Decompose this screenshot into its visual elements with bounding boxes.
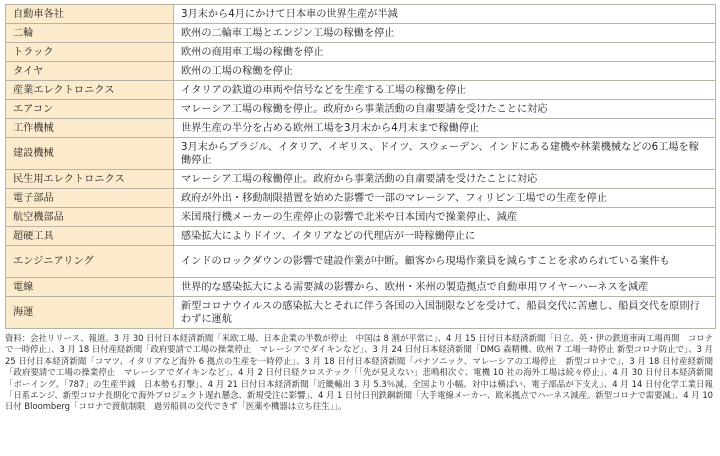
table-row (6, 278, 716, 297)
category-cell: 超硬工具 (6, 227, 174, 246)
detail-cell: 欧州の工場の稼働を停止 (174, 62, 716, 81)
table-row (6, 189, 716, 208)
detail-cell: 政府が外出・移動制限措置を始めた影響で一部のマレーシア、フィリピン工場での生産を停止 (174, 189, 716, 208)
category-cell: 二輪 (6, 24, 174, 43)
table-row (6, 246, 716, 278)
detail-cell: 世界的な感染拡大による需要減の影響から、欧州・米州の製造拠点で自動車用ワイヤーハーネスを減産 (174, 278, 716, 297)
category-cell: 産業エレクトロニクス (6, 81, 174, 100)
table-row (6, 5, 716, 24)
category-cell: 自動車各社 (6, 5, 174, 24)
source-note: 資料：会社リリース、報道。3 月 30 日付日本経済新聞「米欧工場、日本企業の半数が停止 中国は 8 割が平常に」、4 月 15 日付日本経済新聞「日立、英・伊の鉄道車両工場再開 コロナで一時停止」、3 月 18 日付産経新聞「政府要請で工場の操業停止 マレーシアでダイキンなど」、3 月 24 日付日本経済新聞「DMG 森精機、欧州 7 工場一時停止 新型コロナ防止で」、3 月 25 日付日本経済新聞「コマツ、イタリアなど海外 6 拠点の生産を一時停止」、3 月 18 日付日本経済新聞「パナソニック、マレーシアの工場停止 新型コロナで」、3 月 18 日付産経新聞「政府要請で工場の操業停止 マレーシアでダイキンなど」、4 月 2 日付日経クロステック「「先が見えない」悲鳴相次ぐ、電機 10 社の海外工場は続々停止」、4 月 30 日付日本経済新聞「ボーイング、「787」の生産半減 日本勢も打撃」、4 月 21 日付日本経済新聞「近畿輸出 3 月 5.3％減、全国より小幅、対中は横ばい、電子部品が下支え」、4 月 14 日付化学工業日報「日系エンジ、新型コロナ長期化で海外プロジェクト遅れ懸念、新規受注に影響」、4 月 1 日付日刊鉄鋼新聞「大手電線メーカー、欧米拠点でハーネス減産。新型コロナで需要減」、4 月 10 日付 Bloomberg「コロナで渡航制限 過労船員の交代できず「医薬や機器は立ち往生」」。 (5, 333, 713, 412)
table-row (6, 62, 716, 81)
detail-cell: 欧州の二輪車工場とエンジン工場の稼働を停止 (174, 24, 716, 43)
category-cell: 工作機械 (6, 119, 174, 138)
industry-impact-table (5, 4, 716, 329)
table-row (6, 208, 716, 227)
table-row (6, 119, 716, 138)
category-cell: 建設機械 (6, 138, 174, 170)
category-cell: 民生用エレクトロニクス (6, 170, 174, 189)
detail-cell: マレーシア工場の稼働を停止。政府から事業活動の自粛要請を受けたことに対応 (174, 100, 716, 119)
category-cell: タイヤ (6, 62, 174, 81)
table-row (6, 297, 716, 329)
detail-cell: インドのロックダウンの影響で建設作業が中断。顧客から現場作業員を減らすことを求められている案件も (174, 246, 716, 278)
category-cell: エアコン (6, 100, 174, 119)
detail-cell: 米国飛行機メーカーの生産停止の影響で北米や日本国内で操業停止、減産 (174, 208, 716, 227)
table-row (6, 138, 716, 170)
table-row (6, 81, 716, 100)
table-row (6, 100, 716, 119)
table-row (6, 43, 716, 62)
category-cell: エンジニアリング (6, 246, 174, 278)
table-row (6, 24, 716, 43)
detail-cell: 世界生産の半分を占める欧州工場を3月末から4月末まで稼働停止 (174, 119, 716, 138)
detail-cell: 新型コロナウイルスの感染拡大とそれに伴う各国の入国制限などを受けて、船員交代に苦慮し、船員交代を原則行わずに運航 (174, 297, 716, 329)
table-body (6, 5, 716, 329)
detail-cell: 3月末からブラジル、イタリア、イギリス、ドイツ、スウェーデン、インドにある建機や林業機械などの6工場を稼働停止 (174, 138, 716, 170)
table-row (6, 227, 716, 246)
detail-cell: 感染拡大によりドイツ、イタリアなどの代理店が一時稼働停止に (174, 227, 716, 246)
category-cell: トラック (6, 43, 174, 62)
category-cell: 航空機部品 (6, 208, 174, 227)
detail-cell: 3月末から4月にかけて日本車の世界生産が半減 (174, 5, 716, 24)
category-cell: 海運 (6, 297, 174, 329)
category-cell: 電線 (6, 278, 174, 297)
table-row (6, 170, 716, 189)
detail-cell: イタリアの鉄道の車両や信号などを生産する工場の稼働を停止 (174, 81, 716, 100)
detail-cell: マレーシア工場の稼働停止。政府から事業活動の自粛要請を受けたことに対応 (174, 170, 716, 189)
detail-cell: 欧州の商用車工場の稼働を停止 (174, 43, 716, 62)
category-cell: 電子部品 (6, 189, 174, 208)
